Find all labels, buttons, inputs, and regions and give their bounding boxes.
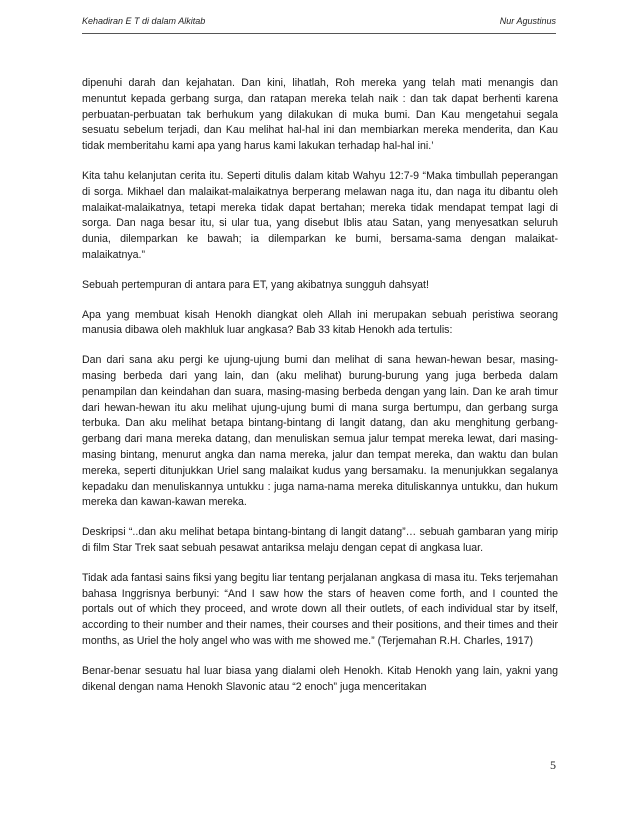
paragraph: Deskripsi “..dan aku melihat betapa bintang-bintang di langit datang”… sebuah gambaran yang mirip di film Star Trek saat sebuah pesawat antariksa melaju dengan cepat di angkasa luar.	[82, 526, 558, 554]
paragraph: Dan dari sana aku pergi ke ujung-ujung bumi dan melihat di sana hewan-hewan besar, masing-masing berbeda dari yang lain, dan (aku melihat) burung-burung yang juga berbeda dalam penampilan dan keindahan dan suara, masing-masing berbeda dengan yang lain. Dan ke arah timur dari hewan-hewan itu aku melihat ujung-ujung bumi di mana surga bertumpu, dan gerbang surga terbuka. Dan aku melihat betapa bintang-bintang di langit datang, dan aku menghitung gerbang-gerbang dari mana mereka datang, dan menuliskan semua jalur tempat mereka lewat, dari masing-masing bintang, menurut angka dan nama mereka, jalur dan tempat mereka, dan waktu dan bulan mereka, seperti ditunjukkan Uriel sang malaikat kudus yang bersamaku. Ia menunjukkan segalanya kepadaku dan menuliskannya untukku : juga nama-nama mereka dituliskannya untukku, dan hukum mereka dan kawan-kawan mereka.	[82, 354, 558, 509]
paragraph: Sebuah pertempuran di antara para ET, yang akibatnya sungguh dahsyat!	[82, 278, 429, 291]
body-text	[82, 76, 558, 709]
paragraph: dipenuhi darah dan kejahatan. Dan kini, lihatlah, Roh mereka yang telah mati menangis dan menuntut kepada gerbang surga, dan ratapan mereka telah naik : dan tak dapat berhenti karena perbuatan-perbuatan tak berhukum yang dilakukan di muka bumi. Dan Kau mengetahui segala sesuatu sebelum terjadi, dan Kau melihat hal-hal ini dan membiarkan mereka menderita, dan Kau tidak memberitahu kami apa yang harus kami lakukan terhadap hal-hal ini.’	[82, 77, 558, 153]
paragraph: Apa yang membuat kisah Henokh diangkat oleh Allah ini merupakan sebuah peristiwa seorang manusia dibawa oleh makhluk luar angkasa? Bab 33 kitab Henokh ada tertulis:	[82, 308, 558, 337]
paragraph: Tidak ada fantasi sains fiksi yang begitu liar tentang perjalanan angkasa di masa itu. Teks terjemahan bahasa Inggrisnya berbunyi: “And I saw how the stars of heaven come forth, and I counted the portals out of which they proceed, and wrote down all their outlets, of each individual star by itself, according to their number and their names, their courses and their positions, and their times and their months, as Uriel the holy angel who was with me showed me.” (Terjemahan R.H. Charles, 1917)	[82, 571, 558, 647]
header-author: Nur Agustinus	[499, 16, 556, 26]
paragraph: Kita tahu kelanjutan cerita itu. Seperti ditulis dalam kitab Wahyu 12:7-9 “Maka timbullah peperangan di sorga. Mikhael dan malaikat-malaikatnya berperang melawan naga itu, dan naga itu dibantu oleh malaikat-malaikatnya, tetapi mereka tidak dapat bertahan; mereka tidak mendapat tempat lagi di sorga. Dan naga besar itu, si ular tua, yang disebut Iblis atau Satan, yang menyesatkan seluruh dunia, dilemparkan ke bawah; ia dilemparkan ke bumi, bersama-sama dengan malaikat-malaikatnya.”	[82, 169, 558, 261]
paragraph: Benar-benar sesuatu hal luar biasa yang dialami oleh Henokh. Kitab Henokh yang lain, yakni yang dikenal dengan nama Henokh Slavonic atau “2 enoch” juga menceritakan	[82, 664, 558, 693]
running-header	[82, 14, 556, 30]
page-number: 5	[550, 758, 556, 772]
header-rule	[82, 33, 556, 34]
header-title: Kehadiran E T di dalam Alkitab	[82, 16, 206, 26]
